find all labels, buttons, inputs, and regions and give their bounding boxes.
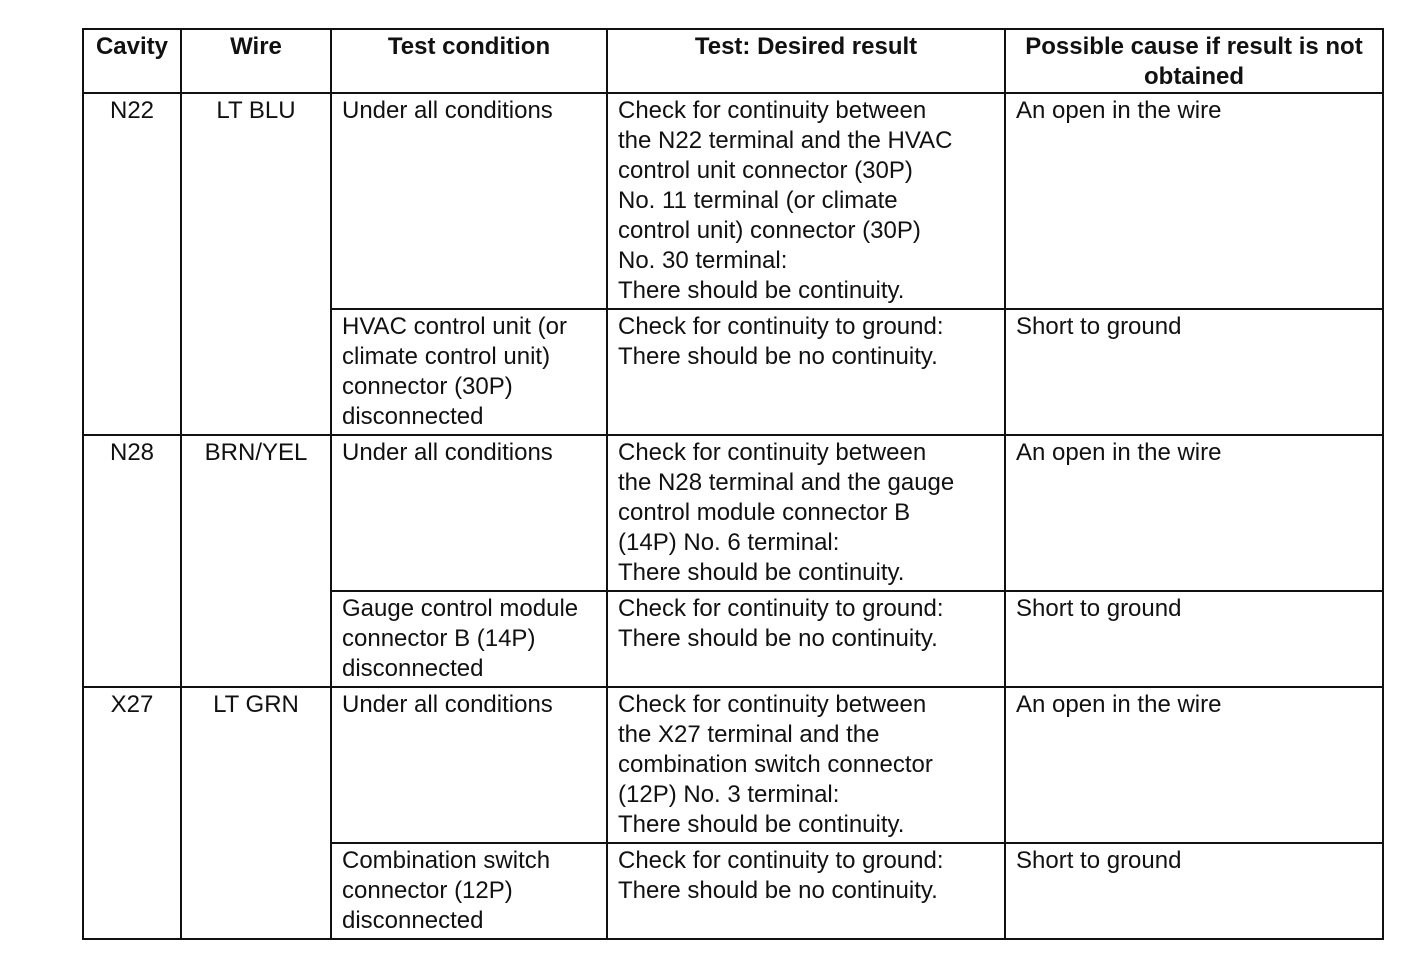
possible-cause-cell: Short to ground (1005, 843, 1383, 939)
cavity-cell: X27 (83, 687, 181, 939)
desired-result-cell (607, 591, 1005, 687)
possible-cause-cell: Short to ground (1005, 591, 1383, 687)
result-line: There should be no continuity. (618, 877, 938, 904)
result-line: Check for continuity to ground: (618, 313, 944, 340)
result-line: combination switch connector (618, 751, 933, 778)
wire-cell: LT GRN (181, 687, 331, 939)
result-line: Check for continuity to ground: (618, 847, 944, 874)
possible-cause-cell: Short to ground (1005, 309, 1383, 435)
result-line: the X27 terminal and the (618, 721, 880, 748)
result-line: Check for continuity between (618, 97, 927, 124)
header-possible-cause: Possible cause if result is not obtained (1005, 29, 1383, 93)
desired-result-cell (607, 309, 1005, 435)
table-row (83, 687, 1383, 843)
result-line: Check for continuity between (618, 439, 927, 466)
result-line: the N28 terminal and the gauge (618, 469, 955, 496)
header-cavity: Cavity (83, 29, 181, 93)
header-test-condition: Test condition (331, 29, 607, 93)
header-desired-result: Test: Desired result (607, 29, 1005, 93)
test-condition-cell: Gauge control module connector B (14P) disconnected (331, 591, 607, 687)
wiring-test-sheet (82, 28, 1382, 940)
cavity-cell: N22 (83, 93, 181, 435)
result-line: control module connector B (618, 499, 911, 526)
test-condition-cell: Under all conditions (331, 687, 607, 843)
desired-result-cell (607, 435, 1005, 591)
desired-result-cell (607, 687, 1005, 843)
possible-cause-cell: An open in the wire (1005, 435, 1383, 591)
desired-result-cell (607, 93, 1005, 309)
wire-cell: LT BLU (181, 93, 331, 435)
test-condition-cell: HVAC control unit (or climate control unit) connector (30P) disconnected (331, 309, 607, 435)
result-line: Check for continuity to ground: (618, 595, 944, 622)
header-row (83, 29, 1383, 93)
cavity-cell: N28 (83, 435, 181, 687)
result-line: No. 11 terminal (or climate (618, 187, 898, 214)
result-line: There should be no continuity. (618, 343, 938, 370)
result-line: There should be continuity. (618, 811, 905, 838)
result-line: control unit connector (30P) (618, 157, 913, 184)
result-line: There should be no continuity. (618, 625, 938, 652)
wire-test-table (82, 28, 1384, 940)
result-line: control unit) connector (30P) (618, 217, 921, 244)
possible-cause-cell: An open in the wire (1005, 687, 1383, 843)
test-condition-cell: Combination switch connector (12P) disconnected (331, 843, 607, 939)
desired-result-cell (607, 843, 1005, 939)
result-line: There should be continuity. (618, 559, 905, 586)
result-line: Check for continuity between (618, 691, 927, 718)
table-row (83, 435, 1383, 591)
result-line: No. 30 terminal: (618, 247, 788, 274)
test-condition-cell: Under all conditions (331, 93, 607, 309)
result-line: There should be continuity. (618, 277, 905, 304)
table-row (83, 93, 1383, 309)
result-line: (12P) No. 3 terminal: (618, 781, 840, 808)
result-line: the N22 terminal and the HVAC (618, 127, 953, 154)
header-wire: Wire (181, 29, 331, 93)
possible-cause-cell: An open in the wire (1005, 93, 1383, 309)
wire-cell: BRN/YEL (181, 435, 331, 687)
test-condition-cell: Under all conditions (331, 435, 607, 591)
result-line: (14P) No. 6 terminal: (618, 529, 840, 556)
